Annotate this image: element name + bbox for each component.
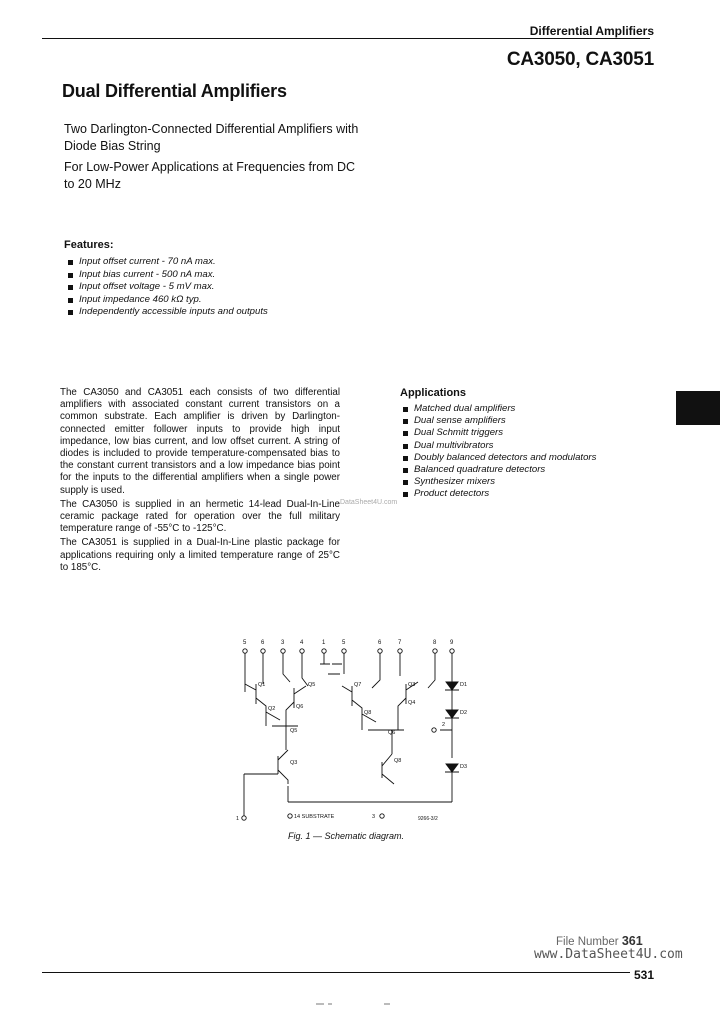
application-item: Synthesizer mixers [403,476,603,488]
description-paragraph-2: The CA3050 is supplied in an hermetic 14-lead Dual-In-Line ceramic package rated for operation over the full military temperature range of -55°C to -125°C. [60,498,340,535]
description-text [60,387,340,576]
pin-label: 5 [342,640,346,646]
application-item: Matched dual amplifiers [403,403,603,415]
header-rule [42,38,650,39]
drawing-ref-code: 9266-3/2 [418,816,438,822]
description-paragraph-3: The CA3051 is supplied in a Dual-In-Line plastic package for applications requiring only a limited temperature range of 25°C to 185°C. [60,537,340,573]
subtitle-line-2: For Low-Power Applications at Frequencies from DC to 20 MHz [64,160,356,191]
feature-item: Input offset voltage - 5 mV max. [68,281,268,294]
footer-rule [42,972,630,973]
file-number-value: 361 [621,934,643,948]
header-section-title: Differential Amplifiers [529,24,654,38]
pin-label: 6 [261,640,265,646]
transistor-label: Q8 [394,758,402,764]
pin-label: 6 [378,640,382,646]
application-item: Dual multivibrators [403,440,603,452]
pin-label-left-bottom: 1 [236,816,240,822]
transistor-label: Q1 [258,682,266,688]
pin-label: 5 [243,640,247,646]
applications-heading: Applications [400,387,467,399]
header-part-numbers: CA3050, CA3051 [506,49,654,70]
page-title: Dual Differential Amplifiers [62,81,287,101]
pin-label: 1 [322,640,326,646]
scan-artifact-marks [314,1001,394,1007]
transistor-label: Q3 [408,682,416,688]
pin-label: 4 [300,640,304,646]
transistor-label: Q4 [408,700,416,706]
transistor-label: Q8 [364,710,372,716]
transistor-label: Q2 [268,706,276,712]
pin-label-right: 2 [442,722,446,728]
feature-item: Independently accessible inputs and outputs [68,306,268,319]
diode-label: D3 [460,764,468,770]
inline-watermark: DataSheet4U.com [340,499,398,506]
transistor-label: Q3 [290,760,298,766]
pin-label: 7 [398,640,402,646]
transistor-label: Q6 [388,730,396,736]
transistor-label: Q6 [296,704,304,710]
transistor-label: Q5 [290,728,298,734]
application-item: Doubly balanced detectors and modulators [403,452,603,464]
pin-label: 9 [450,640,454,646]
feature-item: Input offset current - 70 nA max. [68,256,268,269]
file-number [556,934,643,948]
transistor-label: Q7 [354,682,362,688]
feature-item: Input bias current - 500 nA max. [68,269,268,282]
footer-watermark: www.DataSheet4U.com [534,947,683,962]
application-item: Dual Schmitt triggers [403,427,603,439]
file-number-label: File Number [556,936,619,948]
features-list [68,256,268,319]
subtitle-line-1: Two Darlington-Connected Differential Amplifiers with Diode Bias String [64,122,359,153]
substrate-label: 14 SUBSTRATE [294,814,335,820]
application-item: Product detectors [403,488,603,500]
page-number: 531 [633,968,654,982]
figure-caption: Fig. 1 — Schematic diagram. [288,831,405,841]
diode-label: D2 [460,710,468,716]
features-heading: Features: [64,239,114,251]
pin-label-bottom-mid: 3 [372,814,376,820]
transistor-label: Q5 [308,682,316,688]
feature-item: Input impedance 460 kΩ typ. [68,294,268,307]
pin-label: 3 [281,640,285,646]
application-item: Balanced quadrature detectors [403,464,603,476]
schematic-diagram [232,634,472,830]
pin-label: 8 [433,640,437,646]
subtitle-block [64,121,364,197]
diode-label: D1 [460,682,468,688]
description-paragraph-1: The CA3050 and CA3051 each consists of two differential amplifiers with associated constant current transistors on a common substrate. Each amplifier is driven by Darlington-connected emitter follower inputs to provide high input impedance, low bias current, and low offset current. A string of diodes is included to provide temperature-compensated bias to the constant current transistors and a low impedance bias point for the inputs to the differential amplifiers when a single power supply is used. [60,387,340,496]
section-thumb-tab [676,391,720,425]
applications-list [403,403,603,501]
application-item: Dual sense amplifiers [403,415,603,427]
